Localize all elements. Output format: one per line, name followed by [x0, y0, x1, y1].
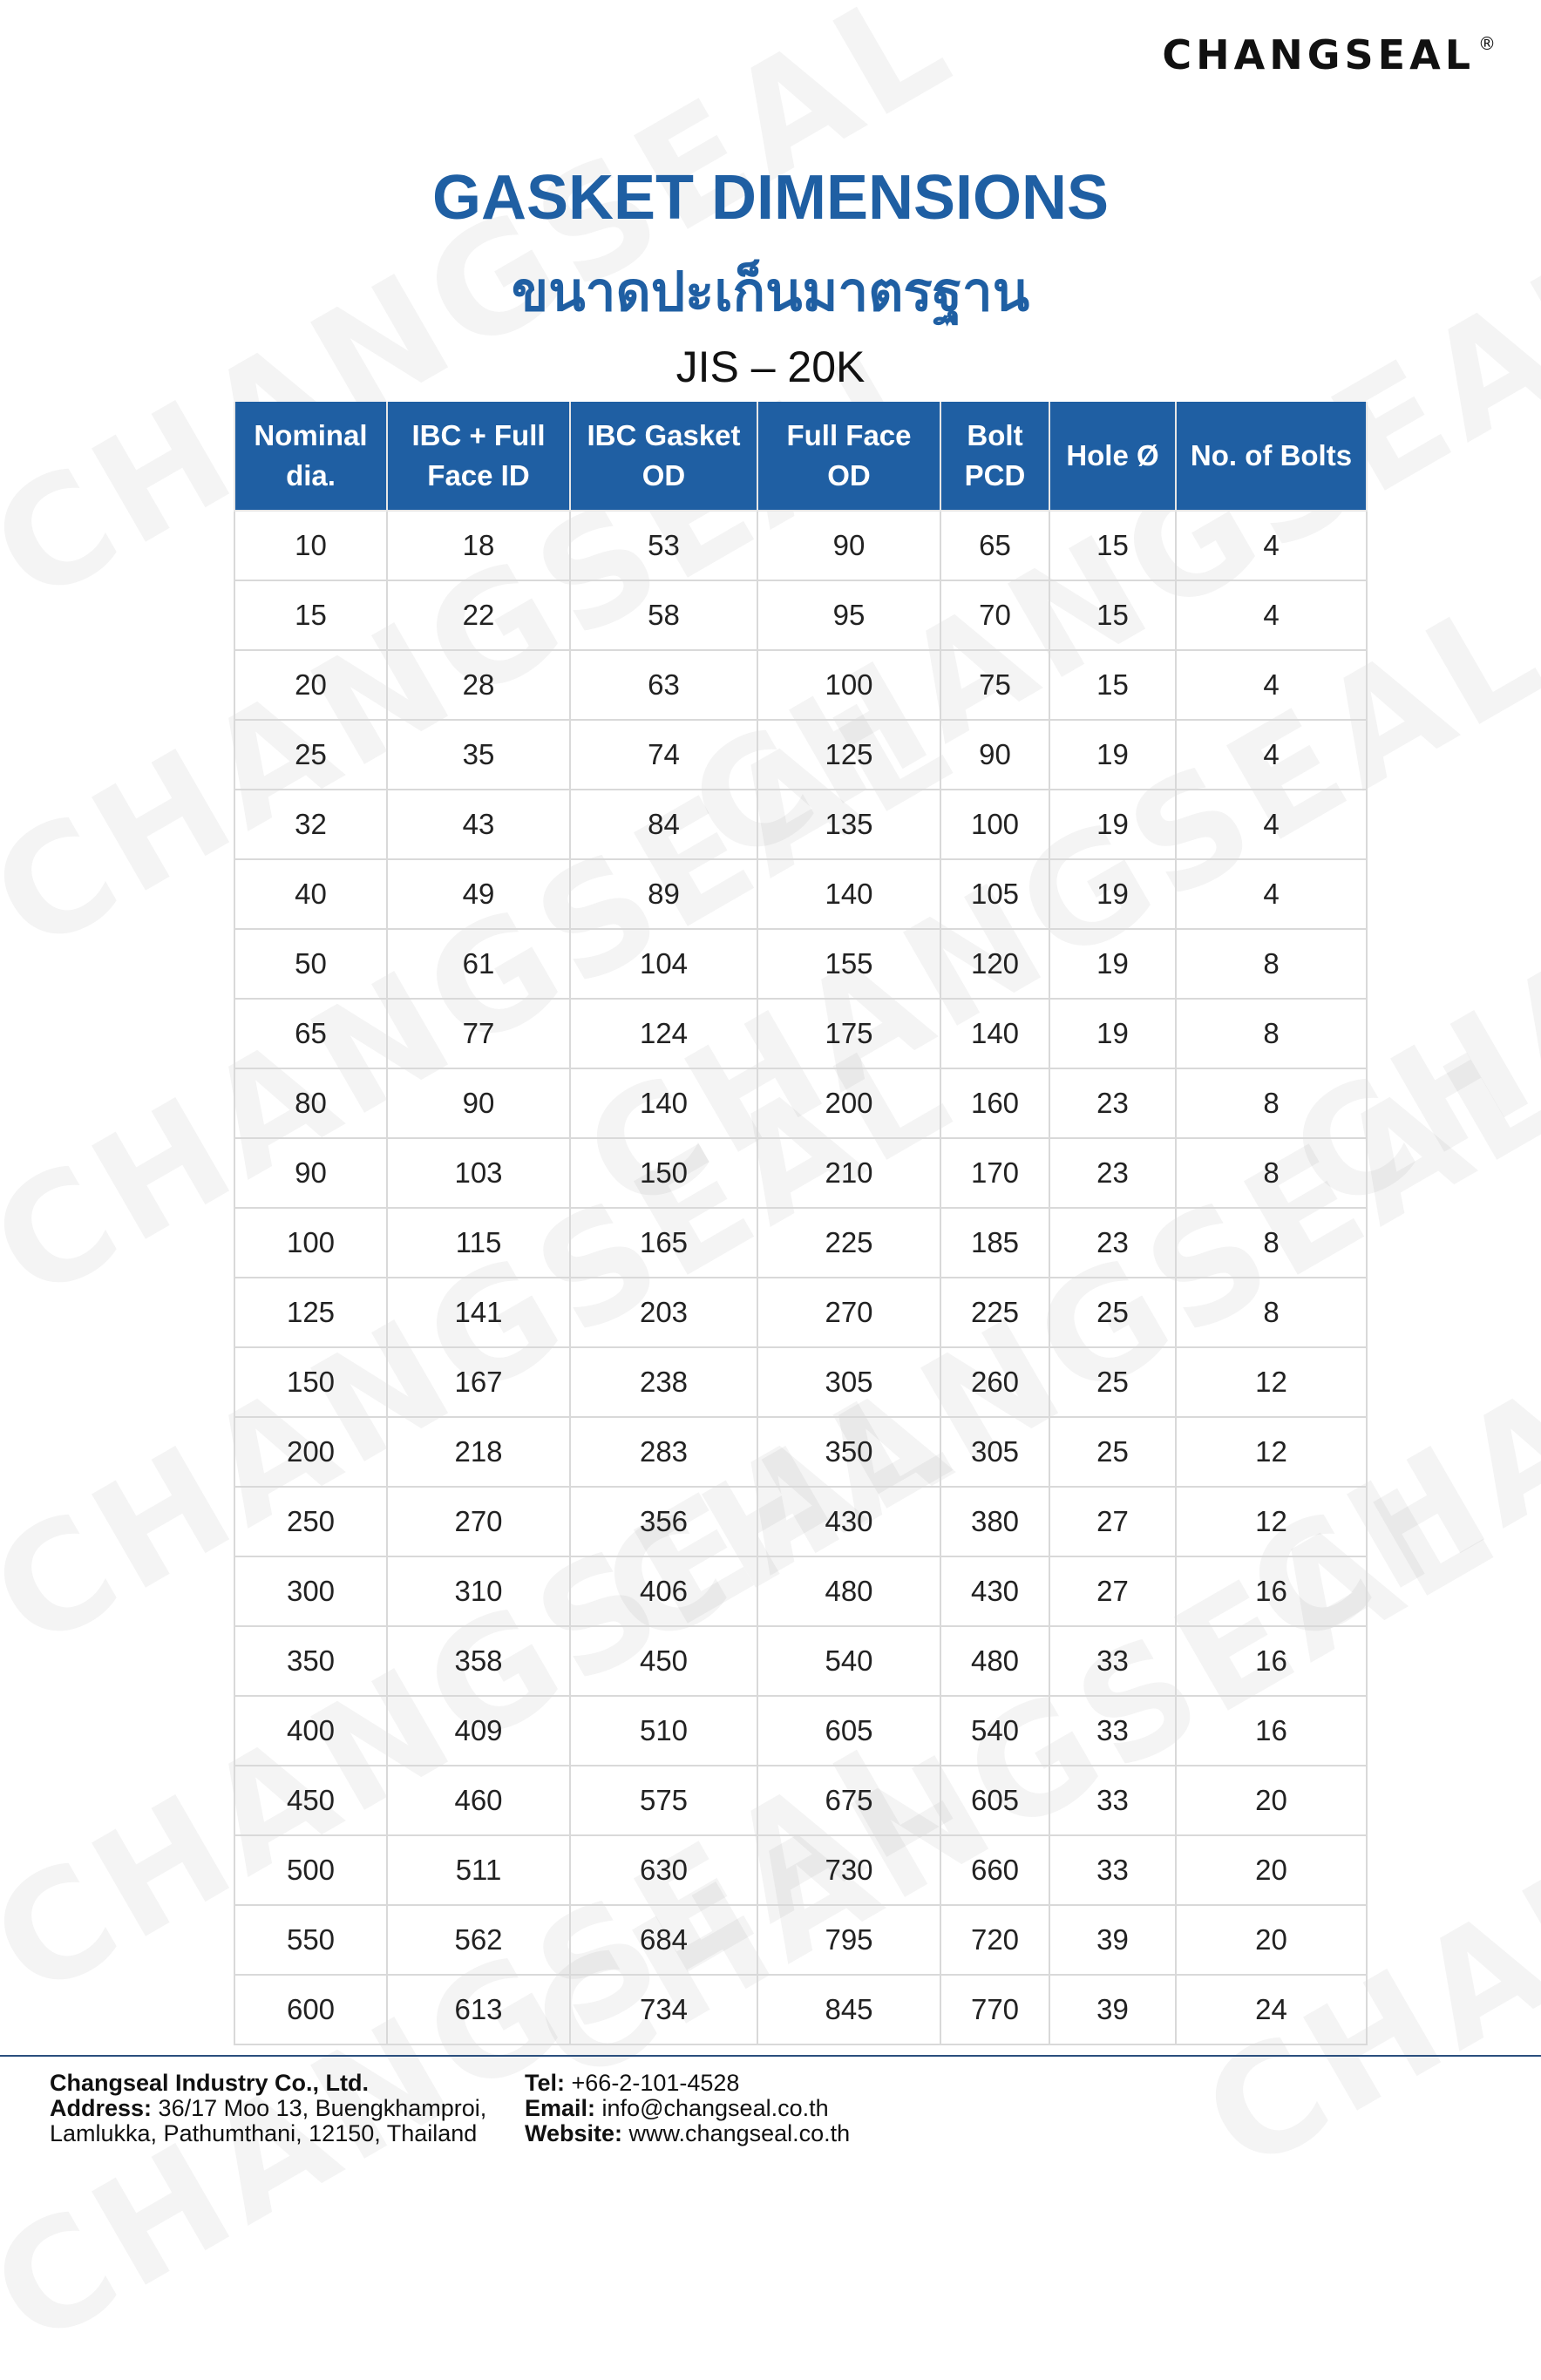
table-cell: 250 [234, 1487, 387, 1556]
footer-contact-info [525, 2071, 850, 2146]
table-cell: 511 [387, 1835, 570, 1905]
table-cell: 84 [570, 790, 757, 859]
footer-divider [0, 2055, 1541, 2057]
table-row [234, 650, 1367, 720]
table-cell: 90 [234, 1138, 387, 1208]
table-cell: 4 [1176, 511, 1367, 580]
table-cell: 350 [234, 1626, 387, 1696]
table-cell: 150 [570, 1138, 757, 1208]
table-cell: 430 [940, 1556, 1049, 1626]
table-cell: 61 [387, 929, 570, 999]
table-row [234, 859, 1367, 929]
table-row [234, 1278, 1367, 1347]
table-cell: 660 [940, 1835, 1049, 1905]
table-cell: 8 [1176, 929, 1367, 999]
table-cell: 125 [757, 720, 940, 790]
column-header [570, 402, 757, 511]
table-cell: 39 [1049, 1905, 1176, 1975]
table-cell: 4 [1176, 859, 1367, 929]
table-cell: 167 [387, 1347, 570, 1417]
table-cell: 77 [387, 999, 570, 1068]
table-cell: 75 [940, 650, 1049, 720]
table-cell: 4 [1176, 650, 1367, 720]
website-label: Website: [525, 2120, 623, 2146]
table-cell: 575 [570, 1766, 757, 1835]
table-cell: 33 [1049, 1696, 1176, 1766]
table-cell: 23 [1049, 1208, 1176, 1278]
table-row [234, 580, 1367, 650]
table-cell: 115 [387, 1208, 570, 1278]
table-cell: 58 [570, 580, 757, 650]
column-header-line: Bolt [967, 419, 1023, 451]
column-header-line: Face ID [427, 459, 530, 492]
table-row [234, 1626, 1367, 1696]
table-cell: 460 [387, 1766, 570, 1835]
table-row [234, 1347, 1367, 1417]
table-cell: 43 [387, 790, 570, 859]
table-cell: 23 [1049, 1138, 1176, 1208]
table-cell: 480 [940, 1626, 1049, 1696]
table-cell: 150 [234, 1347, 387, 1417]
address-line-2: Lamlukka, Pathumthani, 12150, Thailand [50, 2120, 478, 2146]
table-row [234, 929, 1367, 999]
table-cell: 770 [940, 1975, 1049, 2044]
table-cell: 40 [234, 859, 387, 929]
table-cell: 480 [757, 1556, 940, 1626]
table-cell: 430 [757, 1487, 940, 1556]
brand-logo-text: CHANGSEAL [1162, 31, 1475, 78]
table-cell: 600 [234, 1975, 387, 2044]
table-cell: 400 [234, 1696, 387, 1766]
table-cell: 27 [1049, 1556, 1176, 1626]
table-cell: 406 [570, 1556, 757, 1626]
brand-logo [1162, 31, 1496, 78]
column-header-line: OD [827, 459, 871, 492]
table-cell: 16 [1176, 1556, 1367, 1626]
table-cell: 356 [570, 1487, 757, 1556]
table-cell: 500 [234, 1835, 387, 1905]
table-cell: 141 [387, 1278, 570, 1347]
column-header-line: No. of Bolts [1190, 439, 1353, 471]
table-cell: 8 [1176, 1278, 1367, 1347]
page-title: GASKET DIMENSIONS [431, 163, 1110, 233]
column-header [1176, 402, 1367, 511]
page-title-thai: ขนาดปะเก็นมาตรฐาน [511, 260, 1030, 323]
table-cell: 100 [757, 650, 940, 720]
table-cell: 49 [387, 859, 570, 929]
address-line-1: 36/17 Moo 13, Buengkhamproi, [158, 2095, 487, 2121]
table-cell: 125 [234, 1278, 387, 1347]
table-cell: 124 [570, 999, 757, 1068]
column-header [940, 402, 1049, 511]
table-cell: 270 [757, 1278, 940, 1347]
column-header-line: Full Face [786, 419, 912, 451]
table-cell: 12 [1176, 1347, 1367, 1417]
table-cell: 19 [1049, 929, 1176, 999]
table-cell: 22 [387, 580, 570, 650]
table-cell: 270 [387, 1487, 570, 1556]
column-header [234, 402, 387, 511]
table-cell: 15 [1049, 650, 1176, 720]
table-cell: 16 [1176, 1696, 1367, 1766]
table-row [234, 1487, 1367, 1556]
table-cell: 140 [940, 999, 1049, 1068]
table-cell: 90 [940, 720, 1049, 790]
company-name: Changseal Industry Co., Ltd. [50, 2070, 370, 2096]
table-row [234, 1905, 1367, 1975]
table-cell: 380 [940, 1487, 1049, 1556]
table-cell: 15 [1049, 511, 1176, 580]
table-cell: 540 [940, 1696, 1049, 1766]
table-cell: 12 [1176, 1417, 1367, 1487]
column-header-line: IBC + Full [411, 419, 546, 451]
table-row [234, 720, 1367, 790]
table-cell: 200 [757, 1068, 940, 1138]
column-header-line: OD [642, 459, 686, 492]
column-header [1049, 402, 1176, 511]
column-header [387, 402, 570, 511]
table-cell: 720 [940, 1905, 1049, 1975]
column-header-line: Nominal [254, 419, 368, 451]
table-row [234, 511, 1367, 580]
table-cell: 562 [387, 1905, 570, 1975]
table-cell: 605 [757, 1696, 940, 1766]
table-row [234, 1417, 1367, 1487]
table-cell: 358 [387, 1626, 570, 1696]
table-cell: 350 [757, 1417, 940, 1487]
table-cell: 160 [940, 1068, 1049, 1138]
table-row [234, 1975, 1367, 2044]
table-cell: 25 [1049, 1417, 1176, 1487]
address-label: Address: [50, 2095, 153, 2121]
table-cell: 684 [570, 1905, 757, 1975]
registered-mark: ® [1478, 32, 1496, 54]
table-cell: 50 [234, 929, 387, 999]
table-cell: 165 [570, 1208, 757, 1278]
table-cell: 63 [570, 650, 757, 720]
table-cell: 90 [387, 1068, 570, 1138]
table-cell: 140 [570, 1068, 757, 1138]
table-cell: 25 [234, 720, 387, 790]
table-cell: 4 [1176, 790, 1367, 859]
table-cell: 218 [387, 1417, 570, 1487]
table-cell: 103 [387, 1138, 570, 1208]
table-cell: 15 [234, 580, 387, 650]
table-cell: 20 [1176, 1766, 1367, 1835]
table-cell: 730 [757, 1835, 940, 1905]
table-cell: 20 [234, 650, 387, 720]
table-cell: 135 [757, 790, 940, 859]
table-cell: 305 [940, 1417, 1049, 1487]
table-row [234, 999, 1367, 1068]
table-cell: 120 [940, 929, 1049, 999]
table-cell: 175 [757, 999, 940, 1068]
gasket-dimensions-table [234, 402, 1368, 2045]
table-cell: 100 [234, 1208, 387, 1278]
table-cell: 65 [940, 511, 1049, 580]
table-row [234, 1208, 1367, 1278]
table-cell: 100 [940, 790, 1049, 859]
website-url: www.changseal.co.th [628, 2120, 851, 2146]
table-cell: 305 [757, 1347, 940, 1417]
table-cell: 104 [570, 929, 757, 999]
column-header-line: IBC Gasket [587, 419, 741, 451]
table-cell: 605 [940, 1766, 1049, 1835]
table-cell: 24 [1176, 1975, 1367, 2044]
tel-label: Tel: [525, 2070, 565, 2096]
table-cell: 795 [757, 1905, 940, 1975]
table-cell: 20 [1176, 1905, 1367, 1975]
table-cell: 89 [570, 859, 757, 929]
table-cell: 53 [570, 511, 757, 580]
table-cell: 35 [387, 720, 570, 790]
column-header [757, 402, 940, 511]
table-cell: 19 [1049, 790, 1176, 859]
table-cell: 8 [1176, 1208, 1367, 1278]
table-cell: 675 [757, 1766, 940, 1835]
table-cell: 8 [1176, 1138, 1367, 1208]
table-cell: 200 [234, 1417, 387, 1487]
table-cell: 74 [570, 720, 757, 790]
table-cell: 19 [1049, 999, 1176, 1068]
table-cell: 15 [1049, 580, 1176, 650]
table-cell: 33 [1049, 1835, 1176, 1905]
table-cell: 170 [940, 1138, 1049, 1208]
table-row [234, 1835, 1367, 1905]
table-row [234, 1556, 1367, 1626]
table-row [234, 1696, 1367, 1766]
table-row [234, 790, 1367, 859]
table-cell: 4 [1176, 720, 1367, 790]
column-header-line: dia. [286, 459, 336, 492]
table-cell: 33 [1049, 1766, 1176, 1835]
table-cell: 613 [387, 1975, 570, 2044]
email-label: Email: [525, 2095, 596, 2121]
table-cell: 260 [940, 1347, 1049, 1417]
table-cell: 225 [757, 1208, 940, 1278]
table-cell: 25 [1049, 1278, 1176, 1347]
table-cell: 845 [757, 1975, 940, 2044]
table-cell: 630 [570, 1835, 757, 1905]
column-header-line: Hole Ø [1066, 439, 1159, 471]
table-cell: 18 [387, 511, 570, 580]
table-cell: 185 [940, 1208, 1049, 1278]
table-cell: 283 [570, 1417, 757, 1487]
table-cell: 510 [570, 1696, 757, 1766]
table-cell: 19 [1049, 720, 1176, 790]
table-cell: 20 [1176, 1835, 1367, 1905]
table-cell: 238 [570, 1347, 757, 1417]
table-cell: 450 [570, 1626, 757, 1696]
table-cell: 70 [940, 580, 1049, 650]
table-cell: 210 [757, 1138, 940, 1208]
table-cell: 12 [1176, 1487, 1367, 1556]
table-cell: 105 [940, 859, 1049, 929]
table-cell: 39 [1049, 1975, 1176, 2044]
table-cell: 734 [570, 1975, 757, 2044]
table-cell: 19 [1049, 859, 1176, 929]
table-cell: 4 [1176, 580, 1367, 650]
table-cell: 300 [234, 1556, 387, 1626]
email-address: info@changseal.co.th [601, 2095, 829, 2121]
table-cell: 8 [1176, 999, 1367, 1068]
table-cell: 155 [757, 929, 940, 999]
table-cell: 90 [757, 511, 940, 580]
table-body [234, 511, 1367, 2044]
table-cell: 409 [387, 1696, 570, 1766]
table-cell: 65 [234, 999, 387, 1068]
table-cell: 95 [757, 580, 940, 650]
column-header-line: PCD [964, 459, 1026, 492]
table-cell: 10 [234, 511, 387, 580]
table-cell: 80 [234, 1068, 387, 1138]
table-header-row [234, 402, 1367, 511]
table-cell: 25 [1049, 1347, 1176, 1417]
footer-company-info [50, 2071, 486, 2146]
table-cell: 8 [1176, 1068, 1367, 1138]
table-cell: 23 [1049, 1068, 1176, 1138]
table-cell: 203 [570, 1278, 757, 1347]
table-cell: 310 [387, 1556, 570, 1626]
table-row [234, 1138, 1367, 1208]
table-row [234, 1068, 1367, 1138]
table-cell: 140 [757, 859, 940, 929]
table-cell: 27 [1049, 1487, 1176, 1556]
table-row [234, 1766, 1367, 1835]
table-cell: 32 [234, 790, 387, 859]
table-cell: 16 [1176, 1626, 1367, 1696]
table-cell: 225 [940, 1278, 1049, 1347]
table-cell: 540 [757, 1626, 940, 1696]
tel-number: +66-2-101-4528 [571, 2070, 740, 2096]
table-cell: 28 [387, 650, 570, 720]
standard-subtitle: JIS – 20K [675, 342, 866, 391]
table-cell: 550 [234, 1905, 387, 1975]
table-cell: 33 [1049, 1626, 1176, 1696]
table-cell: 450 [234, 1766, 387, 1835]
